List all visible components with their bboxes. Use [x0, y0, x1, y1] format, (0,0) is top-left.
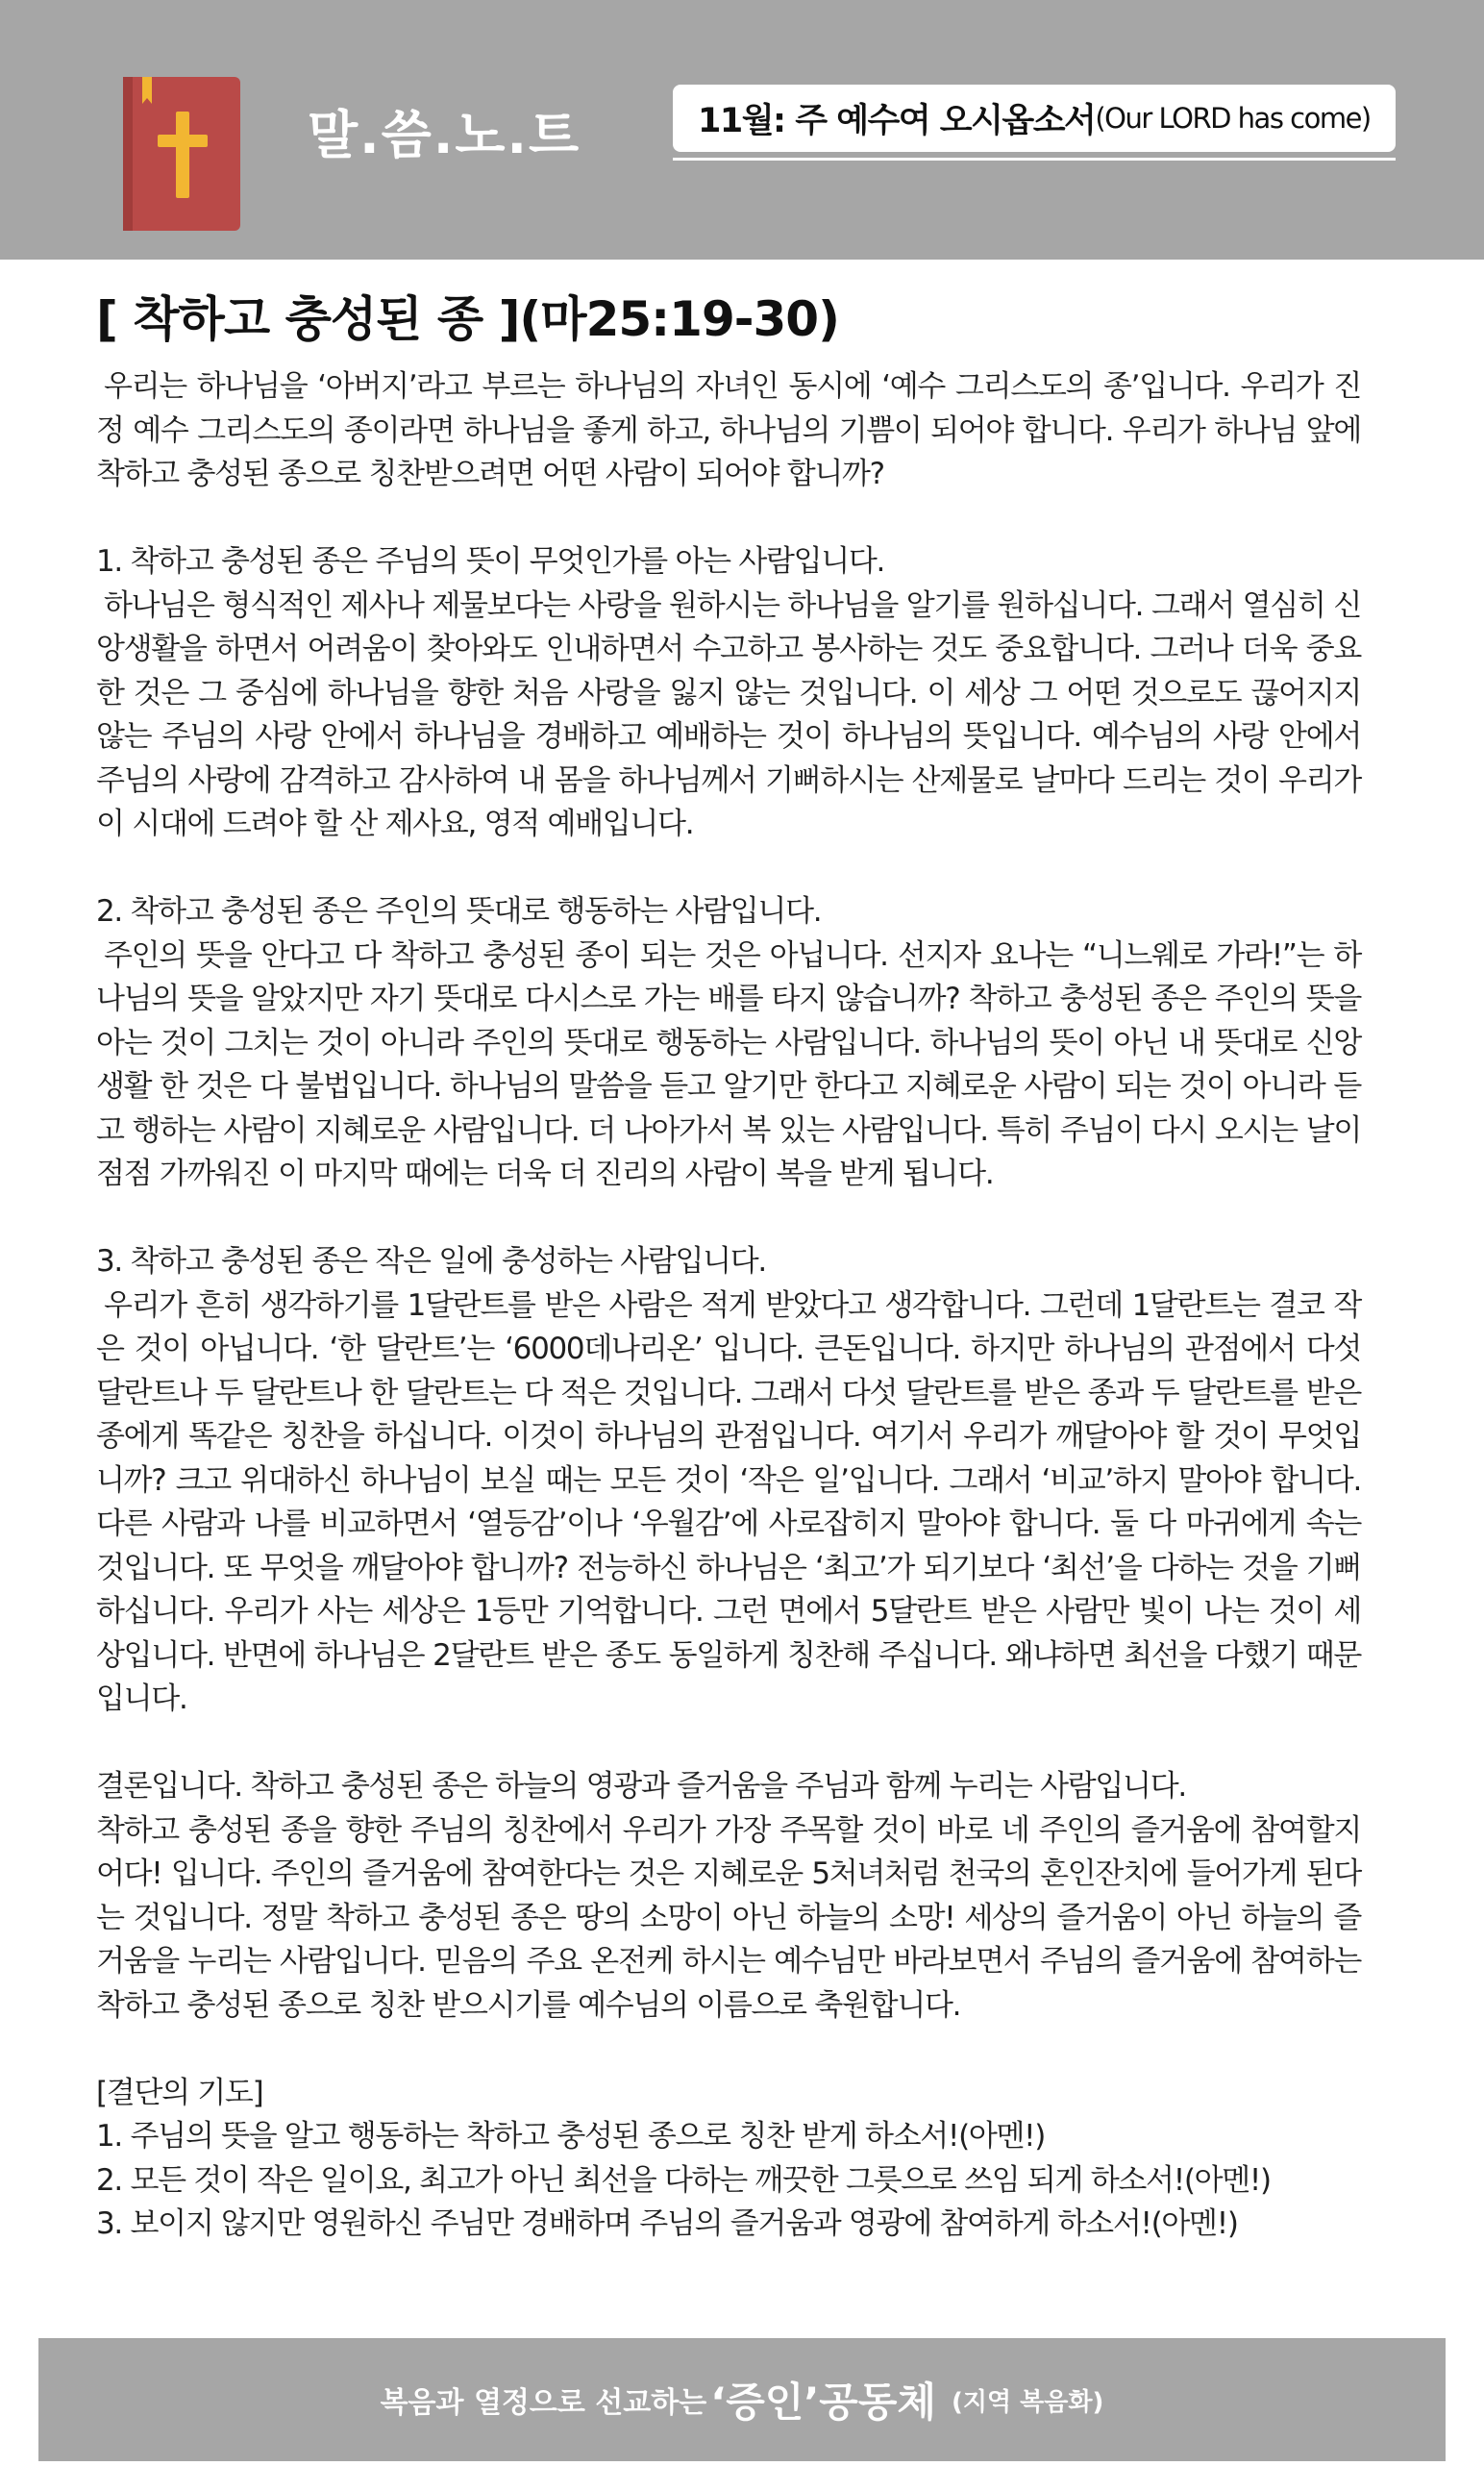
prayer-item: 2. 모든 것이 작은 일이요, 최고가 아닌 최선을 다하는 깨끗한 그릇으로 쓰임 되게 하소서!(아멘!) [96, 2162, 1271, 2198]
point-heading: 1. 착하고 충성된 종은 주님의 뜻이 무엇인가를 아는 사람입니다. [96, 544, 885, 579]
month-theme-box [673, 85, 1396, 152]
month-theme-underline [673, 158, 1396, 161]
spacer [96, 1197, 1361, 1241]
prayer-item: 3. 보이지 않지만 영원하신 주님만 경배하며 주님의 즐거움과 영광에 참여하게 하소서!(아멘!) [96, 2206, 1238, 2241]
point-heading: 2. 착하고 충성된 종은 주인의 뜻대로 행동하는 사람입니다. [96, 894, 822, 929]
prayer-heading: [결단의 기도] [96, 2075, 263, 2110]
point-heading: 3. 착하고 충성된 종은 작은 일에 충성하는 사람입니다. [96, 1244, 766, 1279]
sermon-content [96, 365, 1361, 2247]
bible-icon [123, 77, 240, 231]
prayer-item: 1. 주님의 뜻을 알고 행동하는 착하고 충성된 종으로 칭찬 받게 하소서!(아멘!) [96, 2119, 1046, 2154]
app-title: 말.씀.노.트 [308, 105, 581, 165]
sermon-title: [ 착하고 충성된 종 ](마25:19-30) [96, 291, 839, 347]
conclusion-heading: 결론입니다. 착하고 충성된 종은 하늘의 영광과 즐거움을 주님과 함께 누리는 사람입니다. [96, 1769, 1186, 1804]
footer-text: 복음과 열정으로 선교하는 [380, 2386, 707, 2420]
month-theme-label: 11월: 주 예수여 오시옵소서 [698, 102, 1096, 140]
point-body: 우리가 흔히 생각하기를 1달란트를 받은 사람은 적게 받았다고 생각합니다. 그런데 1달란트는 결코 작은 것이 아닙니다. ‘한 달란트’는 ‘6000데나리온’ 입니다. 큰돈입니다. 하지만 하나님의 관점에서 다섯 달란트나 두 달란트나 한 달란트는 다 적은 것입니다. 그래서 다섯 달란트를 받은 종과 두 달란트를 받은 종에게 똑같은 칭찬을 하십니다. 이것이 하나님의 관점입니다. 여기서 우리가 깨달아야 할 것이 무엇입니까? 크고 위대하신 하나님이 보실 때는 모든 것이 ‘작은 일’입니다. 그래서 ‘비교’하지 말아야 합니다. 다른 사람과 나를 비교하면서 ‘열등감’이나 ‘우월감’에 사로잡히지 말아야 합니다. 둘 다 마귀에게 속는 것입니다. 또 무엇을 깨달아야 합니까? 전능하신 하나님은 ‘최고’가 되기보다 ‘최선’을 다하는 것을 기뻐하십니다. 우리가 사는 세상은 1등만 기억합니다. 그런 면에서 5달란트 받은 사람만 빛이 나는 것이 세상입니다. 반면에 하나님은 2달란트 받은 종도 동일하게 칭찬해 주십니다. 왜냐하면 최선을 다했기 때문입니다. [96, 1287, 1361, 1716]
month-theme-english: (Our LORD has come) [1095, 102, 1371, 135]
point-body: 주인의 뜻을 안다고 다 착하고 충성된 종이 되는 것은 아닙니다. 선지자 요나는 “니느웨로 가라!”는 하나님의 뜻을 알았지만 자기 뜻대로 다시스로 가는 배를 타지 않습니까? 착하고 충성된 종은 주인의 뜻을 아는 것이 그치는 것이 아니라 주인의 뜻대로 행동하는 사람입니다. 하나님의 뜻이 아닌 내 뜻대로 신앙생활 한 것은 다 불법입니다. 하나님의 말씀을 듣고 알기만 한다고 지혜로운 사람이 되는 것이 아니라 듣고 행하는 사람이 지혜로운 사람입니다. 더 나아가서 복 있는 사람입니다. 특히 주님이 다시 오시는 날이 점점 가까워진 이 마지막 때에는 더욱 더 진리의 사람이 복을 받게 됩니다. [96, 937, 1361, 1191]
point-body: 하나님은 형식적인 제사나 제물보다는 사랑을 원하시는 하나님을 알기를 원하십니다. 그래서 열심히 신앙생활을 하면서 어려움이 찾아와도 인내하면서 수고하고 봉사하는 것도 중요합니다. 그러나 더욱 중요한 것은 그 중심에 하나님을 향한 처음 사랑을 잃지 않는 것입니다. 이 세상 그 어떤 것으로도 끊어지지 않는 주님의 사랑 안에서 하나님을 경배하고 예배하는 것이 하나님의 뜻입니다. 예수님의 사랑 안에서 주님의 사랑에 감격하고 감사하여 내 몸을 하나님께서 기뻐하시는 산제물로 날마다 드리는 것이 우리가 이 시대에 드려야 할 산 제사요, 영적 예배입니다. [96, 587, 1361, 841]
header-band [0, 0, 1484, 260]
intro-paragraph: 우리는 하나님을 ‘아버지’라고 부르는 하나님의 자녀인 동시에 ‘예수 그리스도의 종’입니다. 우리가 진정 예수 그리스도의 종이라면 하나님을 좋게 하고, 하나님의 기쁨이 되어야 합니다. 우리가 하나님 앞에 착하고 충성된 종으로 칭찬받으려면 어떤 사람이 되어야 합니까? [96, 369, 1361, 491]
footer-banner [38, 2338, 1446, 2461]
spacer [96, 497, 1361, 541]
spacer [96, 1722, 1361, 1766]
spacer [96, 847, 1361, 891]
conclusion-body: 착하고 충성된 종을 향한 주님의 칭찬에서 우리가 가장 주목할 것이 바로 네 주인의 즐거움에 참여할지어다! 입니다. 주인의 즐거움에 참여한다는 것은 지혜로운 5처녀처럼 천국의 혼인잔치에 들어가게 된다는 것입니다. 정말 착하고 충성된 종은 땅의 소망이 아닌 하늘의 소망! 세상의 즐거움이 아닌 하늘의 즐거움을 누리는 사람입니다. 믿음의 주요 온전케 하시는 예수님만 바라보면서 주님의 즐거움에 참여하는 착하고 충성된 종으로 칭찬 받으시기를 예수님의 이름으로 축원합니다. [96, 1812, 1361, 2023]
footer-subtext: (지역 복음화) [952, 2387, 1104, 2417]
footer-highlight: ‘증인’공동체 [710, 2379, 937, 2426]
spacer [96, 2028, 1361, 2072]
